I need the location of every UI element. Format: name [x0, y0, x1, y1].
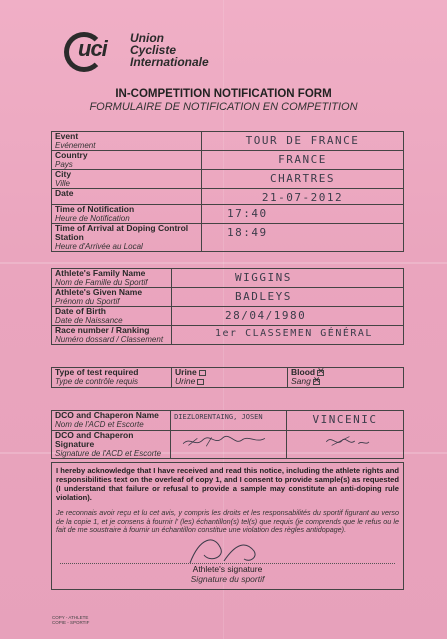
label-en: Race number / Ranking: [55, 325, 150, 335]
table-row: [52, 132, 404, 151]
chaperon-signature-scrawl: [290, 431, 400, 449]
uci-logo-words: [130, 32, 209, 68]
date-value-cell[interactable]: [202, 189, 404, 205]
notification-time-label: [52, 205, 202, 224]
dco-signature-label: [52, 431, 171, 459]
chaperon-signature-cell[interactable]: [287, 431, 404, 459]
label-en: DCO and Chaperon Signature: [55, 430, 134, 449]
consent-text-en: I hereby acknowledge that I have received and read this notice, including the athlete rights and responsibilities text on the overleaf of copy 1, and I consent to provide sample(s) as requested (I understand that failure or refusal to provide a sample may constitute an anti-doping rule violation).: [56, 466, 399, 502]
table-row: [52, 224, 404, 252]
notification-time-value: 17:40: [227, 207, 268, 220]
label-fr: Pays: [55, 160, 73, 169]
blood-label-en: Blood: [291, 367, 316, 377]
city-value-cell[interactable]: [202, 170, 404, 189]
table-row: [52, 151, 404, 170]
table-row: [52, 368, 404, 388]
test-type-table: [51, 367, 404, 388]
label-en: City: [55, 169, 72, 179]
athlete-signature-scrawl: [180, 533, 270, 567]
label-fr: Nom de l'ACD et Escorte: [55, 420, 144, 429]
label-fr: Evénement: [55, 141, 96, 150]
birth-date-label: [52, 307, 172, 326]
country-value-cell[interactable]: [202, 151, 404, 170]
urine-label-en: Urine: [175, 367, 197, 377]
urine-option-fr: [175, 377, 284, 386]
event-label: [52, 132, 202, 151]
footer-line-1: COPY - ATHLETE: [52, 615, 89, 620]
urine-label-fr: Urine: [175, 376, 196, 386]
birth-date-cell[interactable]: [172, 307, 404, 326]
given-name-cell[interactable]: [172, 288, 404, 307]
given-name-value: BADLEYS: [235, 290, 292, 303]
date-value: 21-07-2012: [261, 191, 344, 204]
label-en: Athlete's Family Name: [55, 268, 146, 278]
race-number-value: 1er CLASSEMEN GÉNÉRAL: [215, 328, 373, 339]
form-title-en: IN-COMPETITION NOTIFICATION FORM: [115, 88, 332, 100]
consent-box: [51, 462, 404, 590]
chaperon-name-value: VINCENIC: [312, 413, 378, 426]
dco-name-label: [52, 411, 171, 431]
athlete-signature-label-en: Athlete's signature: [192, 564, 263, 574]
arrival-time-cell[interactable]: [202, 224, 404, 252]
chaperon-name-cell[interactable]: [287, 411, 404, 431]
uci-logo-text: uci: [78, 36, 107, 61]
label-en: Time of Arrival at Doping Control Station: [55, 223, 189, 242]
label-en: Athlete's Given Name: [55, 287, 143, 297]
table-row: [52, 205, 404, 224]
label-fr: Prénom du Sportif: [55, 297, 120, 306]
urine-checkbox[interactable]: [199, 370, 206, 376]
label-fr: Nom de Famille du Sportif: [55, 278, 148, 287]
event-table: [51, 131, 404, 252]
family-name-label: [52, 269, 172, 288]
logo-line-2: Cycliste: [130, 43, 177, 57]
logo-line-1: Union: [130, 31, 164, 45]
logo-line-3: Internationale: [130, 55, 209, 69]
given-name-label: [52, 288, 172, 307]
dco-table: [51, 410, 404, 459]
uci-logo: [64, 30, 214, 74]
race-number-cell[interactable]: [172, 326, 404, 345]
birth-date-value: 28/04/1980: [225, 309, 307, 322]
event-value: TOUR DE FRANCE: [245, 134, 360, 147]
date-label: [52, 189, 202, 205]
label-en: Date of Birth: [55, 306, 106, 316]
label-en: Time of Notification: [55, 204, 135, 214]
label-fr: Heure de Notification: [55, 214, 130, 223]
country-label: [52, 151, 202, 170]
dco-signature-cell[interactable]: [171, 431, 287, 459]
label-fr: Heure d'Arrivée au Local: [55, 242, 143, 251]
label-en: DCO and Chaperon Name: [55, 410, 159, 420]
dco-name-cell[interactable]: [171, 411, 287, 431]
athlete-table: [51, 268, 404, 345]
dco-signature-scrawl: [174, 431, 274, 449]
table-row: [52, 411, 404, 431]
blood-option-fr: [291, 377, 400, 386]
form-title-fr: FORMULAIRE DE NOTIFICATION EN COMPETITION: [89, 101, 358, 113]
arrival-time-label: [52, 224, 202, 252]
event-value-cell[interactable]: [202, 132, 404, 151]
family-name-value: WIGGINS: [235, 271, 292, 284]
label-en: Event: [55, 131, 79, 141]
test-type-label: [52, 368, 172, 388]
label-fr: Ville: [55, 179, 70, 188]
label-en: Type of test required: [55, 367, 139, 377]
label-fr: Signature de l'ACD et Escorte: [55, 449, 162, 458]
label-en: Date: [55, 188, 74, 198]
label-fr: Numéro dossard / Classement: [55, 335, 164, 344]
country-value: FRANCE: [278, 153, 327, 166]
table-row: [52, 269, 404, 288]
copy-footer: [52, 615, 89, 625]
city-value: CHARTRES: [270, 172, 335, 185]
dco-name-value: DIEZLORENTAING, JOSEN: [174, 413, 263, 421]
label-fr: Type de contrôle requis: [55, 377, 139, 386]
table-row: [52, 307, 404, 326]
label-fr: Date de Naissance: [55, 316, 123, 325]
table-row: [52, 189, 404, 205]
race-number-label: [52, 326, 172, 345]
uci-logo-mark: [64, 32, 128, 72]
table-row: [52, 288, 404, 307]
city-label: [52, 170, 202, 189]
footer-line-2: COPIE - SPORTIF: [52, 620, 90, 625]
table-row: [52, 170, 404, 189]
blood-option[interactable]: [288, 368, 404, 388]
arrival-time-value: 18:49: [227, 226, 268, 239]
consent-text-fr: Je reconnais avoir reçu et lu cet avis, y compris les droits et les responsabilités du sportif figurant au verso de la copie 1, et je consens à fournir l' (les) échantillon(s) tel(s) que requis (je comprends que le refus ou le fait de me soustraire à fournir un échantillon constitue une violation des règles antidopage).: [56, 508, 399, 534]
blood-label-fr: Sang: [291, 376, 311, 386]
table-row: [52, 431, 404, 459]
family-name-cell[interactable]: [172, 269, 404, 288]
label-en: Country: [55, 150, 88, 160]
urine-checkbox-fr[interactable]: [197, 379, 204, 385]
notification-time-cell[interactable]: [202, 205, 404, 224]
urine-option[interactable]: [172, 368, 288, 388]
blood-checkbox-fr[interactable]: [313, 379, 320, 385]
athlete-signature-label-fr: Signature du sportif: [190, 574, 265, 584]
table-row: [52, 326, 404, 345]
